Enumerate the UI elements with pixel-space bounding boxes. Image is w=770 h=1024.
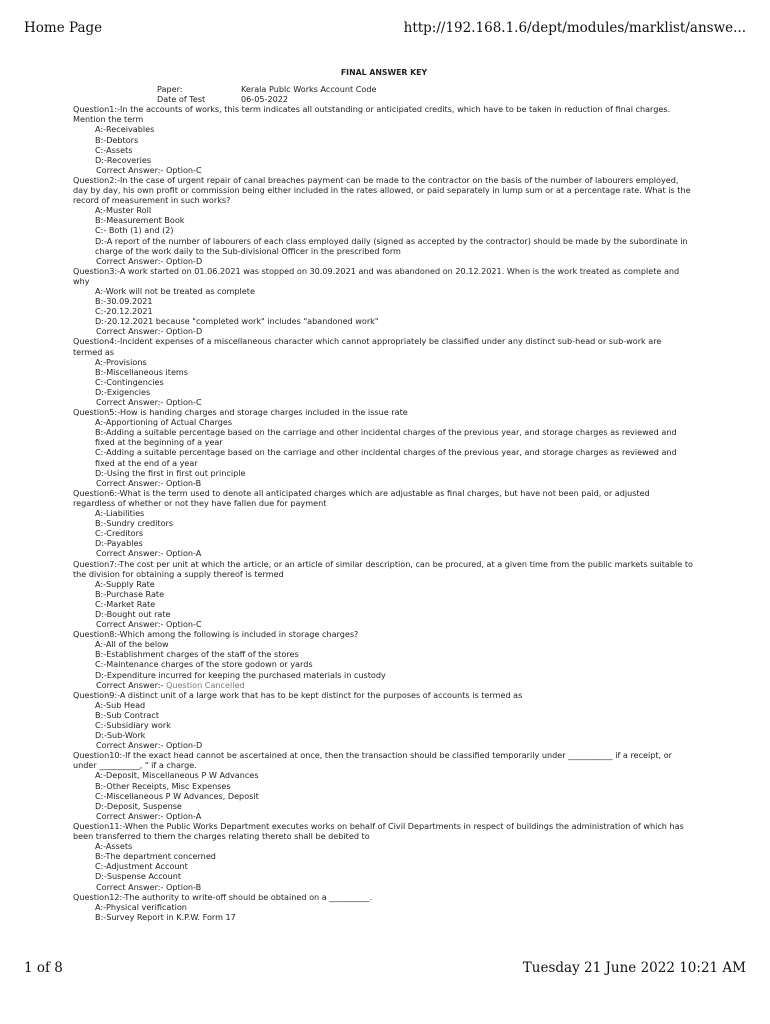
date-label: Date of Test [157,94,206,105]
answer-option: A:-Apportioning of Actual Charges [95,417,233,428]
answer-option: B:-Measurement Book [95,215,185,226]
question-block [73,266,695,337]
question-block [73,892,695,922]
correct-answer-value: Option-C [166,619,202,630]
question-list [73,104,695,922]
question-text: Question2:-In the case of urgent repair of canal breaches payment can be made to the contractor on the basis of the number of labourers employed, day by day, his own profit or commission being either included in the rates allowed, or paid separately in lump sum or at a percentage rate. What is the record of measurement in such works? [73,174,691,206]
answer-option: D:-Using the first in first out principle [95,467,246,478]
answer-option: D:-20.12.2021 because "completed work" includes "abandoned work" [95,316,379,327]
paper-value: Kerala Publc Works Account Code [241,84,377,95]
paper-row [73,84,695,94]
answer-option: C:-Adjustment Account [95,861,188,872]
answer-option: D:-Recoveries [95,154,152,165]
correct-answer [73,882,695,892]
answer-option: D:-A report of the number of labourers of each class employed daily (signed as accepted by the contractor) should be made by the subordinate in charge of the work daily to the Sub-divisional Officer in the prescribed form [95,235,688,256]
correct-answer-label: Correct Answer:- [96,740,164,751]
answer-option: C:- Both (1) and (2) [95,225,174,236]
correct-answer-label: Correct Answer:- [96,477,164,488]
correct-answer [73,811,695,821]
correct-answer-value: Option-A [166,548,202,559]
correct-answer [73,478,695,488]
correct-answer [73,619,695,629]
answer-option: A:-Work will not be treated as complete [95,285,255,296]
answer-option: B:-Debtors [95,134,139,145]
answer-key-document [73,68,695,922]
correct-answer-label: Correct Answer:- [96,679,164,690]
date-row [73,94,695,104]
correct-answer [73,680,695,690]
correct-answer-label: Correct Answer:- [96,255,164,266]
correct-answer [73,740,695,750]
answer-option: B:-The department concerned [95,851,216,862]
question-block [73,488,695,559]
correct-answer-value: Option-D [166,326,203,337]
date-value: 06-05-2022 [241,94,289,105]
correct-answer-value: Option-B [166,477,202,488]
question-text: Question5:-How is handing charges and storage charges included in the issue rate [73,407,408,418]
correct-answer-value: Option-D [166,255,203,266]
answer-option: A:-Muster Roll [95,205,152,216]
answer-option: A:-Receivables [95,124,155,135]
question-text: Question8:-Which among the following is included in storage charges? [73,629,359,640]
answer-option: C:-Maintenance charges of the store godown or yards [95,659,313,670]
correct-answer-label: Correct Answer:- [96,164,164,175]
question-block [73,629,695,690]
answer-option: A:-Liabilities [95,508,145,519]
correct-answer-value: Option-C [166,164,202,175]
correct-answer-label: Correct Answer:- [96,619,164,630]
question-block [73,336,695,407]
answer-option: D:-Exigencies [95,386,151,397]
page-title: Home Page [24,20,103,36]
correct-answer [73,165,695,175]
correct-answer-value: Option-B [166,881,202,892]
document-title: FINAL ANSWER KEY [340,68,428,77]
answer-option: C:-20.12.2021 [95,306,153,317]
answer-option: C:-Creditors [95,528,144,539]
answer-option: A:-Deposit, Miscellaneous P W Advances [95,770,259,781]
question-block [73,690,695,751]
question-text: Question1:-In the accounts of works, this term indicates all outstanding or anticipated credits, which have to be taken in reduction of final charges. Mention the term [73,104,671,125]
answer-option: C:-Contingencies [95,376,164,387]
question-block [73,104,695,175]
answer-option: B:-Other Receipts, Misc Expenses [95,780,231,791]
correct-answer-value: Option-A [166,810,202,821]
answer-option: C:-Assets [95,144,133,155]
question-block [73,175,695,266]
answer-option: D:-Deposit, Suspense [95,800,182,811]
correct-answer [73,326,695,336]
question-text: Question6:-What is the term used to denote all anticipated charges which are adjustable as final charges, but have not been paid, or adjusted regardless of whether or not they have fallen due for payment [73,487,650,508]
correct-answer-label: Correct Answer:- [96,881,164,892]
question-text: Question11:-When the Public Works Department executes works on behalf of Civil Departments in respect of buildings the administration of which has been transferred to them the charges relating thereto shall be debited to [73,820,684,842]
page-count: 1 of 8 [24,960,63,976]
correct-answer-label: Correct Answer:- [96,326,164,337]
answer-option: A:-Supply Rate [95,578,155,589]
answer-option: A:-Physical verification [95,901,187,912]
answer-option: C:-Adding a suitable percentage based on the carriage and other incidental charges of the previous year, and storage charges as reviewed and fixed at the end of a year [95,447,677,468]
answer-option: A:-Assets [95,841,133,852]
correct-answer-label: Correct Answer:- [96,810,164,821]
question-text: Question12:-The authority to write-off should be obtained on a __________. [73,891,373,902]
print-header [24,20,746,36]
answer-option: B:-Miscellaneous items [95,366,189,377]
correct-answer-label: Correct Answer:- [96,548,164,559]
answer-option: C:-Subsidiary work [95,720,171,730]
question-text: Question7:-The cost per unit at which the article, or an article of similar description, can be procured, at a given time from the public markets suitable to the division for obtaining a supply thereof is termed [73,558,693,579]
answer-option: C:-Market Rate [95,598,156,609]
answer-option: A:-Sub Head [95,699,146,710]
answer-option: B:-Survey Report in K.P.W. Form 17 [95,911,236,922]
correct-answer-value: Option-D [166,740,203,751]
print-timestamp: Tuesday 21 June 2022 10:21 AM [522,960,746,976]
question-text: Question4:-Incident expenses of a miscellaneous character which cannot appropriately be classified under any distinct sub-head or sub-work are termed as [73,336,662,357]
answer-option: D:-Suspense Account [95,871,182,882]
answer-option: B:-Adding a suitable percentage based on the carriage and other incidental charges of the previous year, and storage charges as reviewed and fixed at the beginning of a year [95,427,677,448]
answer-option: B:-Sub Contract [95,709,159,720]
question-text: Question9:-A distinct unit of a large work that has to be kept distinct for the purposes of accounts is termed as [73,689,523,700]
question-cancelled-status: Question Cancelled [166,679,245,690]
question-block [73,750,695,821]
answer-option: A:-All of the below [95,639,169,650]
print-footer [24,960,746,976]
answer-option: C:-Miscellaneous P W Advances, Deposit [95,790,259,801]
correct-answer [73,256,695,266]
answer-option: D:-Sub-Work [95,730,146,741]
page-url: http://192.168.1.6/dept/modules/marklist/answe... [403,20,746,36]
answer-option: B:-Purchase Rate [95,588,165,599]
correct-answer [73,548,695,558]
question-block [73,407,695,488]
answer-option: D:-Payables [95,538,143,549]
correct-answer-value: Option-C [166,397,202,407]
answer-option: D:-Bought out rate [95,608,171,619]
answer-option: B:-Sundry creditors [95,518,174,529]
question-block [73,821,695,892]
answer-option: A:-Provisions [95,356,147,367]
answer-option: B:-Establishment charges of the staff of the stores [95,649,299,660]
question-text: Question10:-If the exact head cannot be ascertained at once, then the transaction should be classified temporarily under ___________ if a receipt, or under __________, " if a charge. [73,750,672,771]
answer-option: B:-30.09.2021 [95,296,153,307]
question-block [73,559,695,630]
correct-answer-label: Correct Answer:- [96,397,164,407]
paper-label: Paper: [157,84,183,95]
correct-answer [73,397,695,407]
answer-option: D:-Expenditure incurred for keeping the purchased materials in custody [95,669,386,680]
question-text: Question3:-A work started on 01.06.2021 was stopped on 30.09.2021 and was abandoned on 20.12.2021. When is the work treated as complete and why [73,265,680,286]
